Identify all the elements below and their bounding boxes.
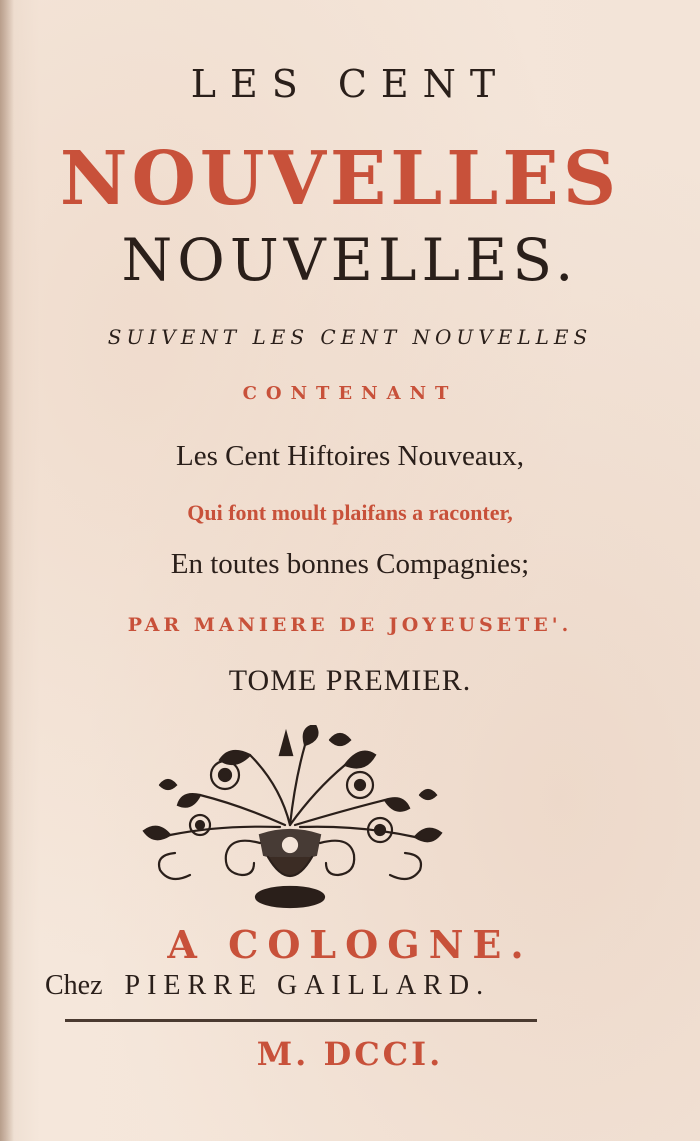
subtitle-contenant: CONTENANT — [242, 383, 458, 404]
volume-label: TOME PREMIER. — [228, 664, 472, 697]
publication-year: M. DCCI. — [256, 1035, 444, 1073]
flower-vase-woodcut-icon — [130, 725, 450, 915]
publisher-prefix: Chez — [45, 970, 103, 1001]
subtitle-plaisans: Qui font moult plaifans a raconter, — [187, 500, 513, 525]
publisher-line — [45, 970, 490, 1002]
title-line-nouvelles-black: NOUVELLES. — [121, 226, 579, 294]
divider-rule — [65, 1019, 537, 1022]
publisher-name: PIERRE GAILLARD. — [124, 970, 491, 1001]
subtitle-suivent: SUIVENT LES CENT NOUVELLES — [107, 325, 593, 349]
subtitle-histoires: Les Cent Hiftoires Nouveaux, — [176, 440, 524, 472]
title-line-les-cent: LES CENT — [190, 62, 510, 106]
subtitle-joyeusete: PAR MANIERE DE JOYEUSETE'. — [127, 614, 573, 636]
place-of-publication: A COLOGNE. — [167, 922, 533, 967]
title-line-nouvelles-red: NOUVELLES — [59, 136, 621, 222]
subtitle-compagnies: En toutes bonnes Compagnies; — [170, 548, 530, 580]
